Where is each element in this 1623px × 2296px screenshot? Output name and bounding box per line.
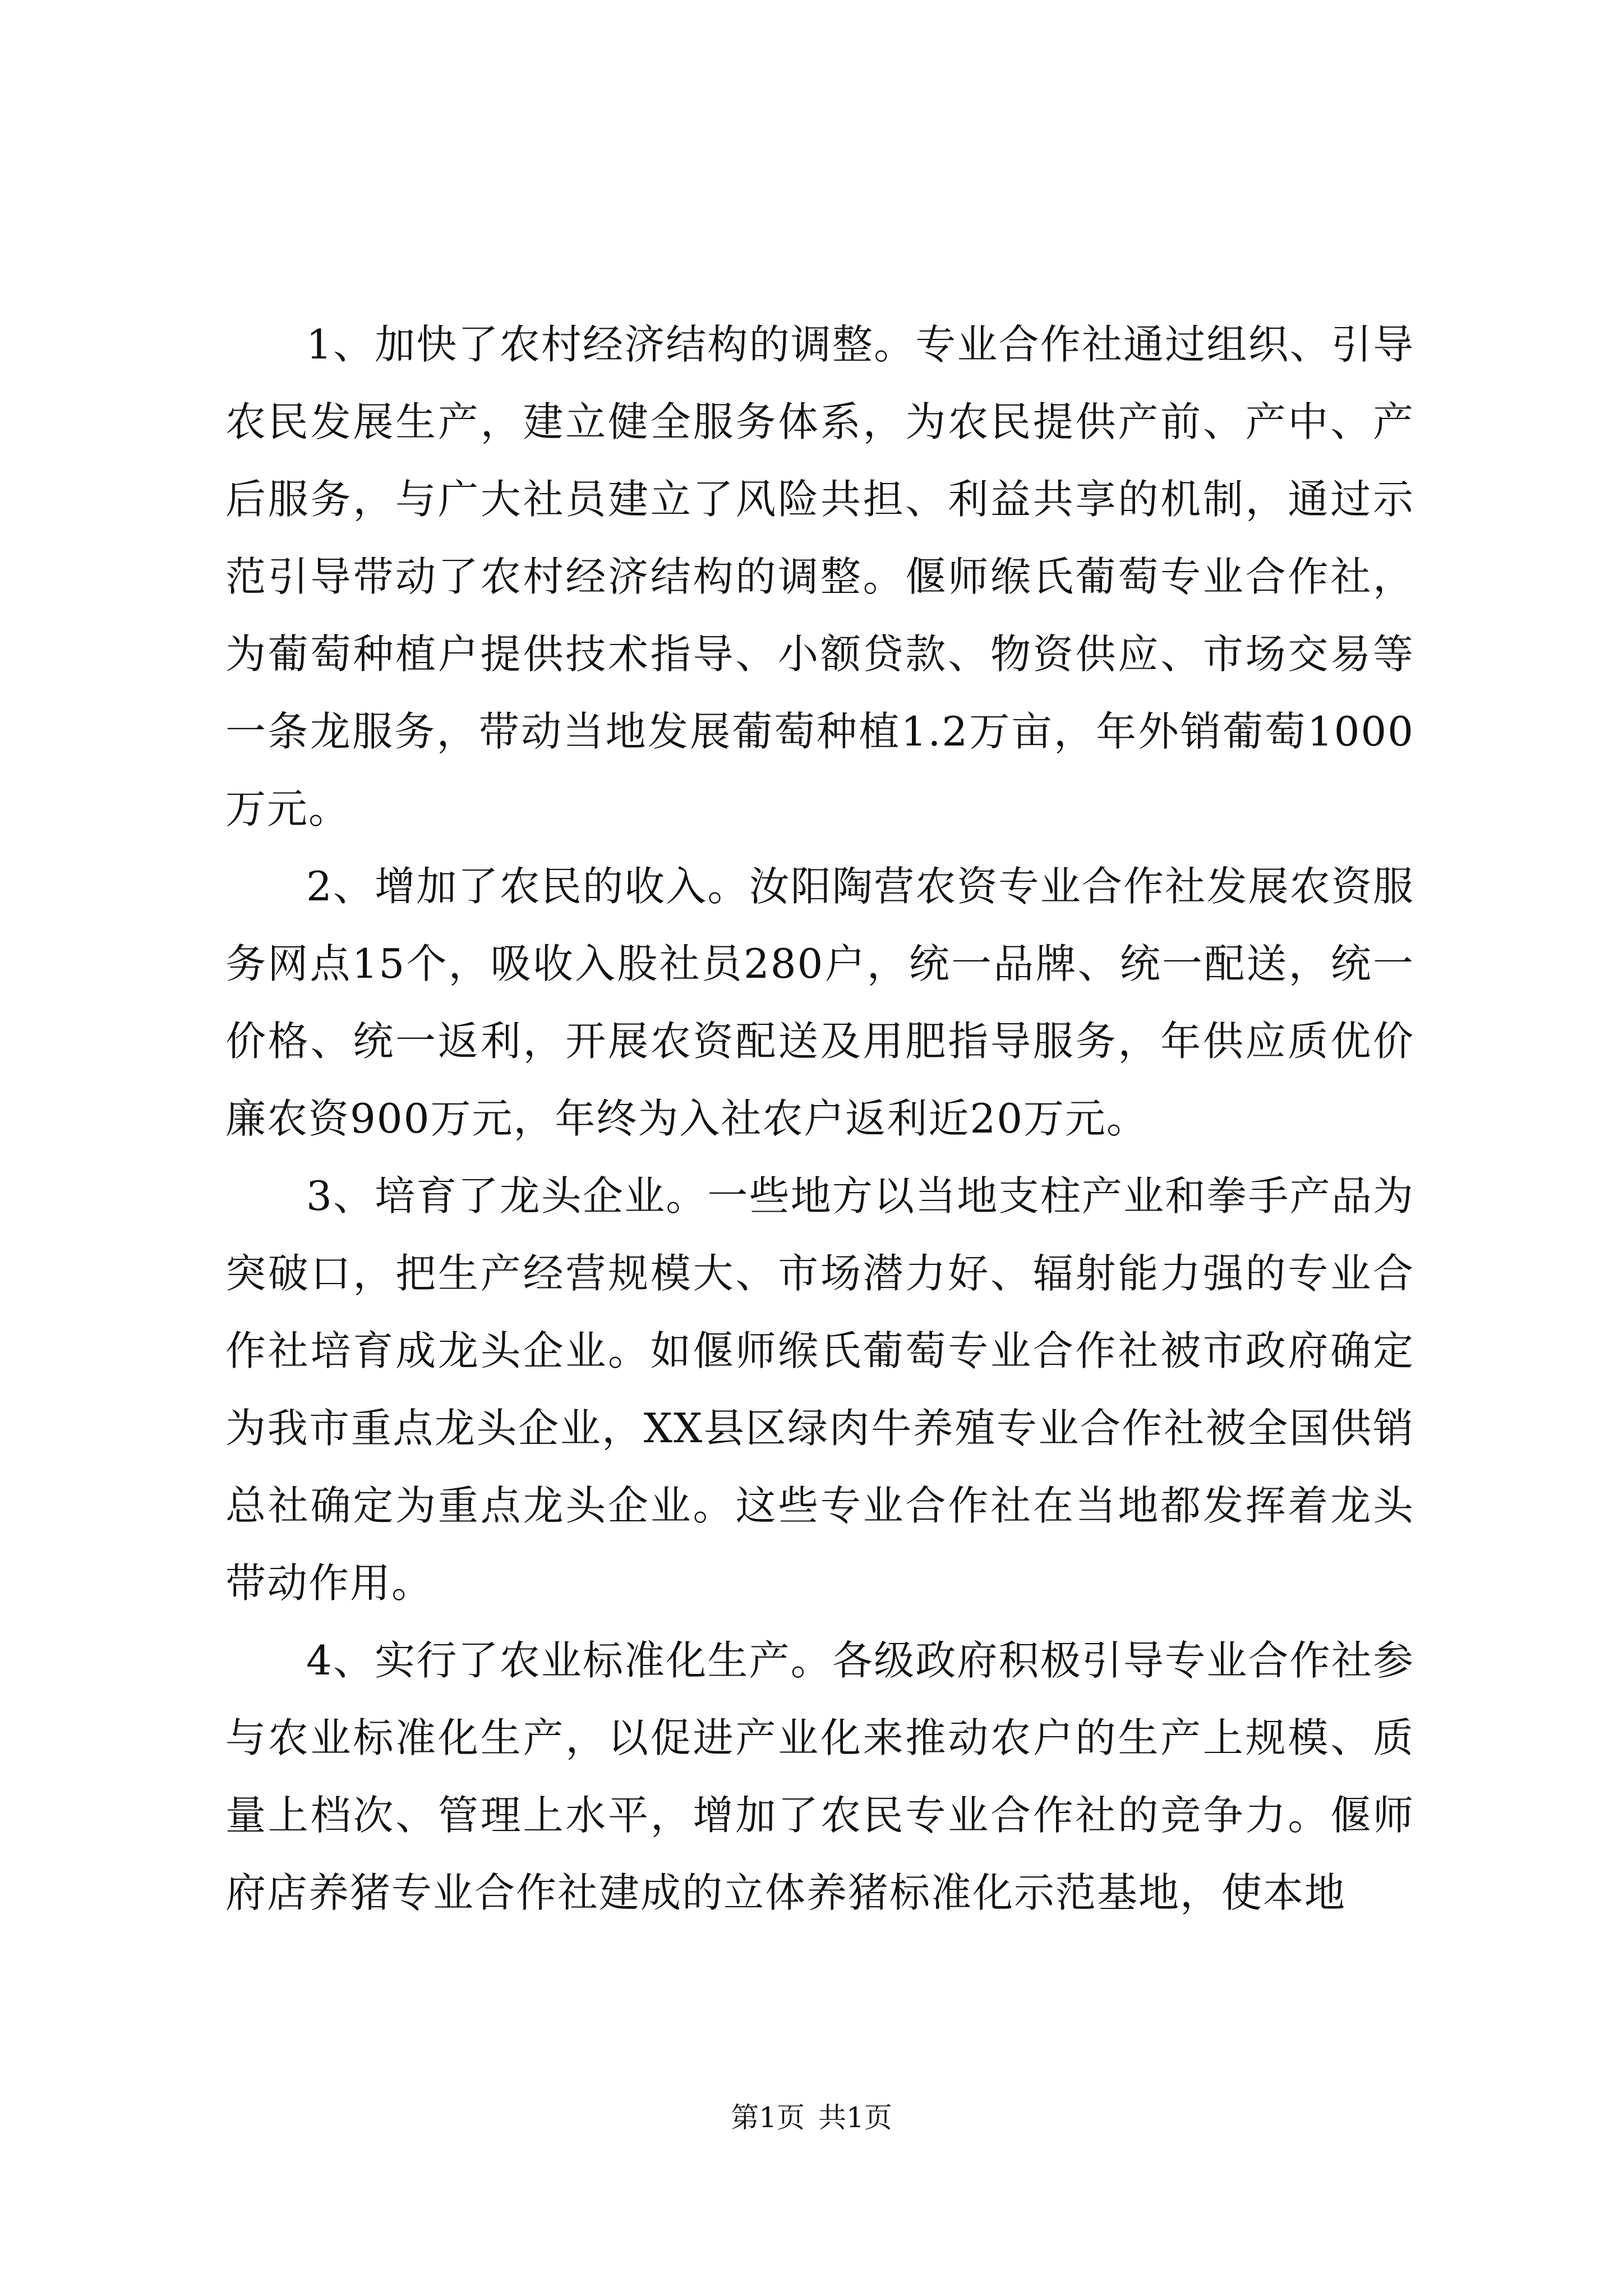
document-body (225, 306, 1414, 1931)
paragraph-4: 4、实行了农业标准化生产。各级政府积极引导专业合作社参与农业标准化生产，以促进产业化来推动农户的生产上规模、质量上档次、管理上水平，增加了农民专业合作社的竞争力。偃师府店养猪专业合作社建成的立体养猪标准化示范基地，使本地 (225, 1637, 1414, 1916)
paragraph-3: 3、培育了龙头企业。一些地方以当地支柱产业和拳手产品为突破口，把生产经营规模大、市场潜力好、辐射能力强的专业合作社培育成龙头企业。如偃师缑氏葡萄专业合作社被市政府确定为我市重点龙头企业，XX县区绿肉牛养殖专业合作社被全国供销总社确定为重点龙头企业。这些专业合作社在当地都发挥着龙头带动作用。 (225, 1172, 1414, 1607)
page-total: 共1页 (818, 2101, 892, 2134)
paragraph-2: 2、增加了农民的收入。汝阳陶营农资专业合作社发展农资服务网点15个，吸收入股社员280户，统一品牌、统一配送，统一价格、统一返利，开展农资配送及用肥指导服务，年供应质优价廉农资900万元，年终为入社农户返利近20万元。 (225, 863, 1414, 1142)
page-footer (0, 2098, 1623, 2137)
paragraph-1: 1、加快了农村经济结构的调整。专业合作社通过组织、引导农民发展生产，建立健全服务体系，为农民提供产前、产中、产后服务，与广大社员建立了风险共担、利益共享的机制，通过示范引导带动了农村经济结构的调整。偃师缑氏葡萄专业合作社，为葡萄种植户提供技术指导、小额贷款、物资供应、市场交易等一条龙服务，带动当地发展葡萄种植1.2万亩，年外销葡萄1000万元。 (225, 321, 1414, 832)
page-number: 第1页 (731, 2101, 805, 2134)
